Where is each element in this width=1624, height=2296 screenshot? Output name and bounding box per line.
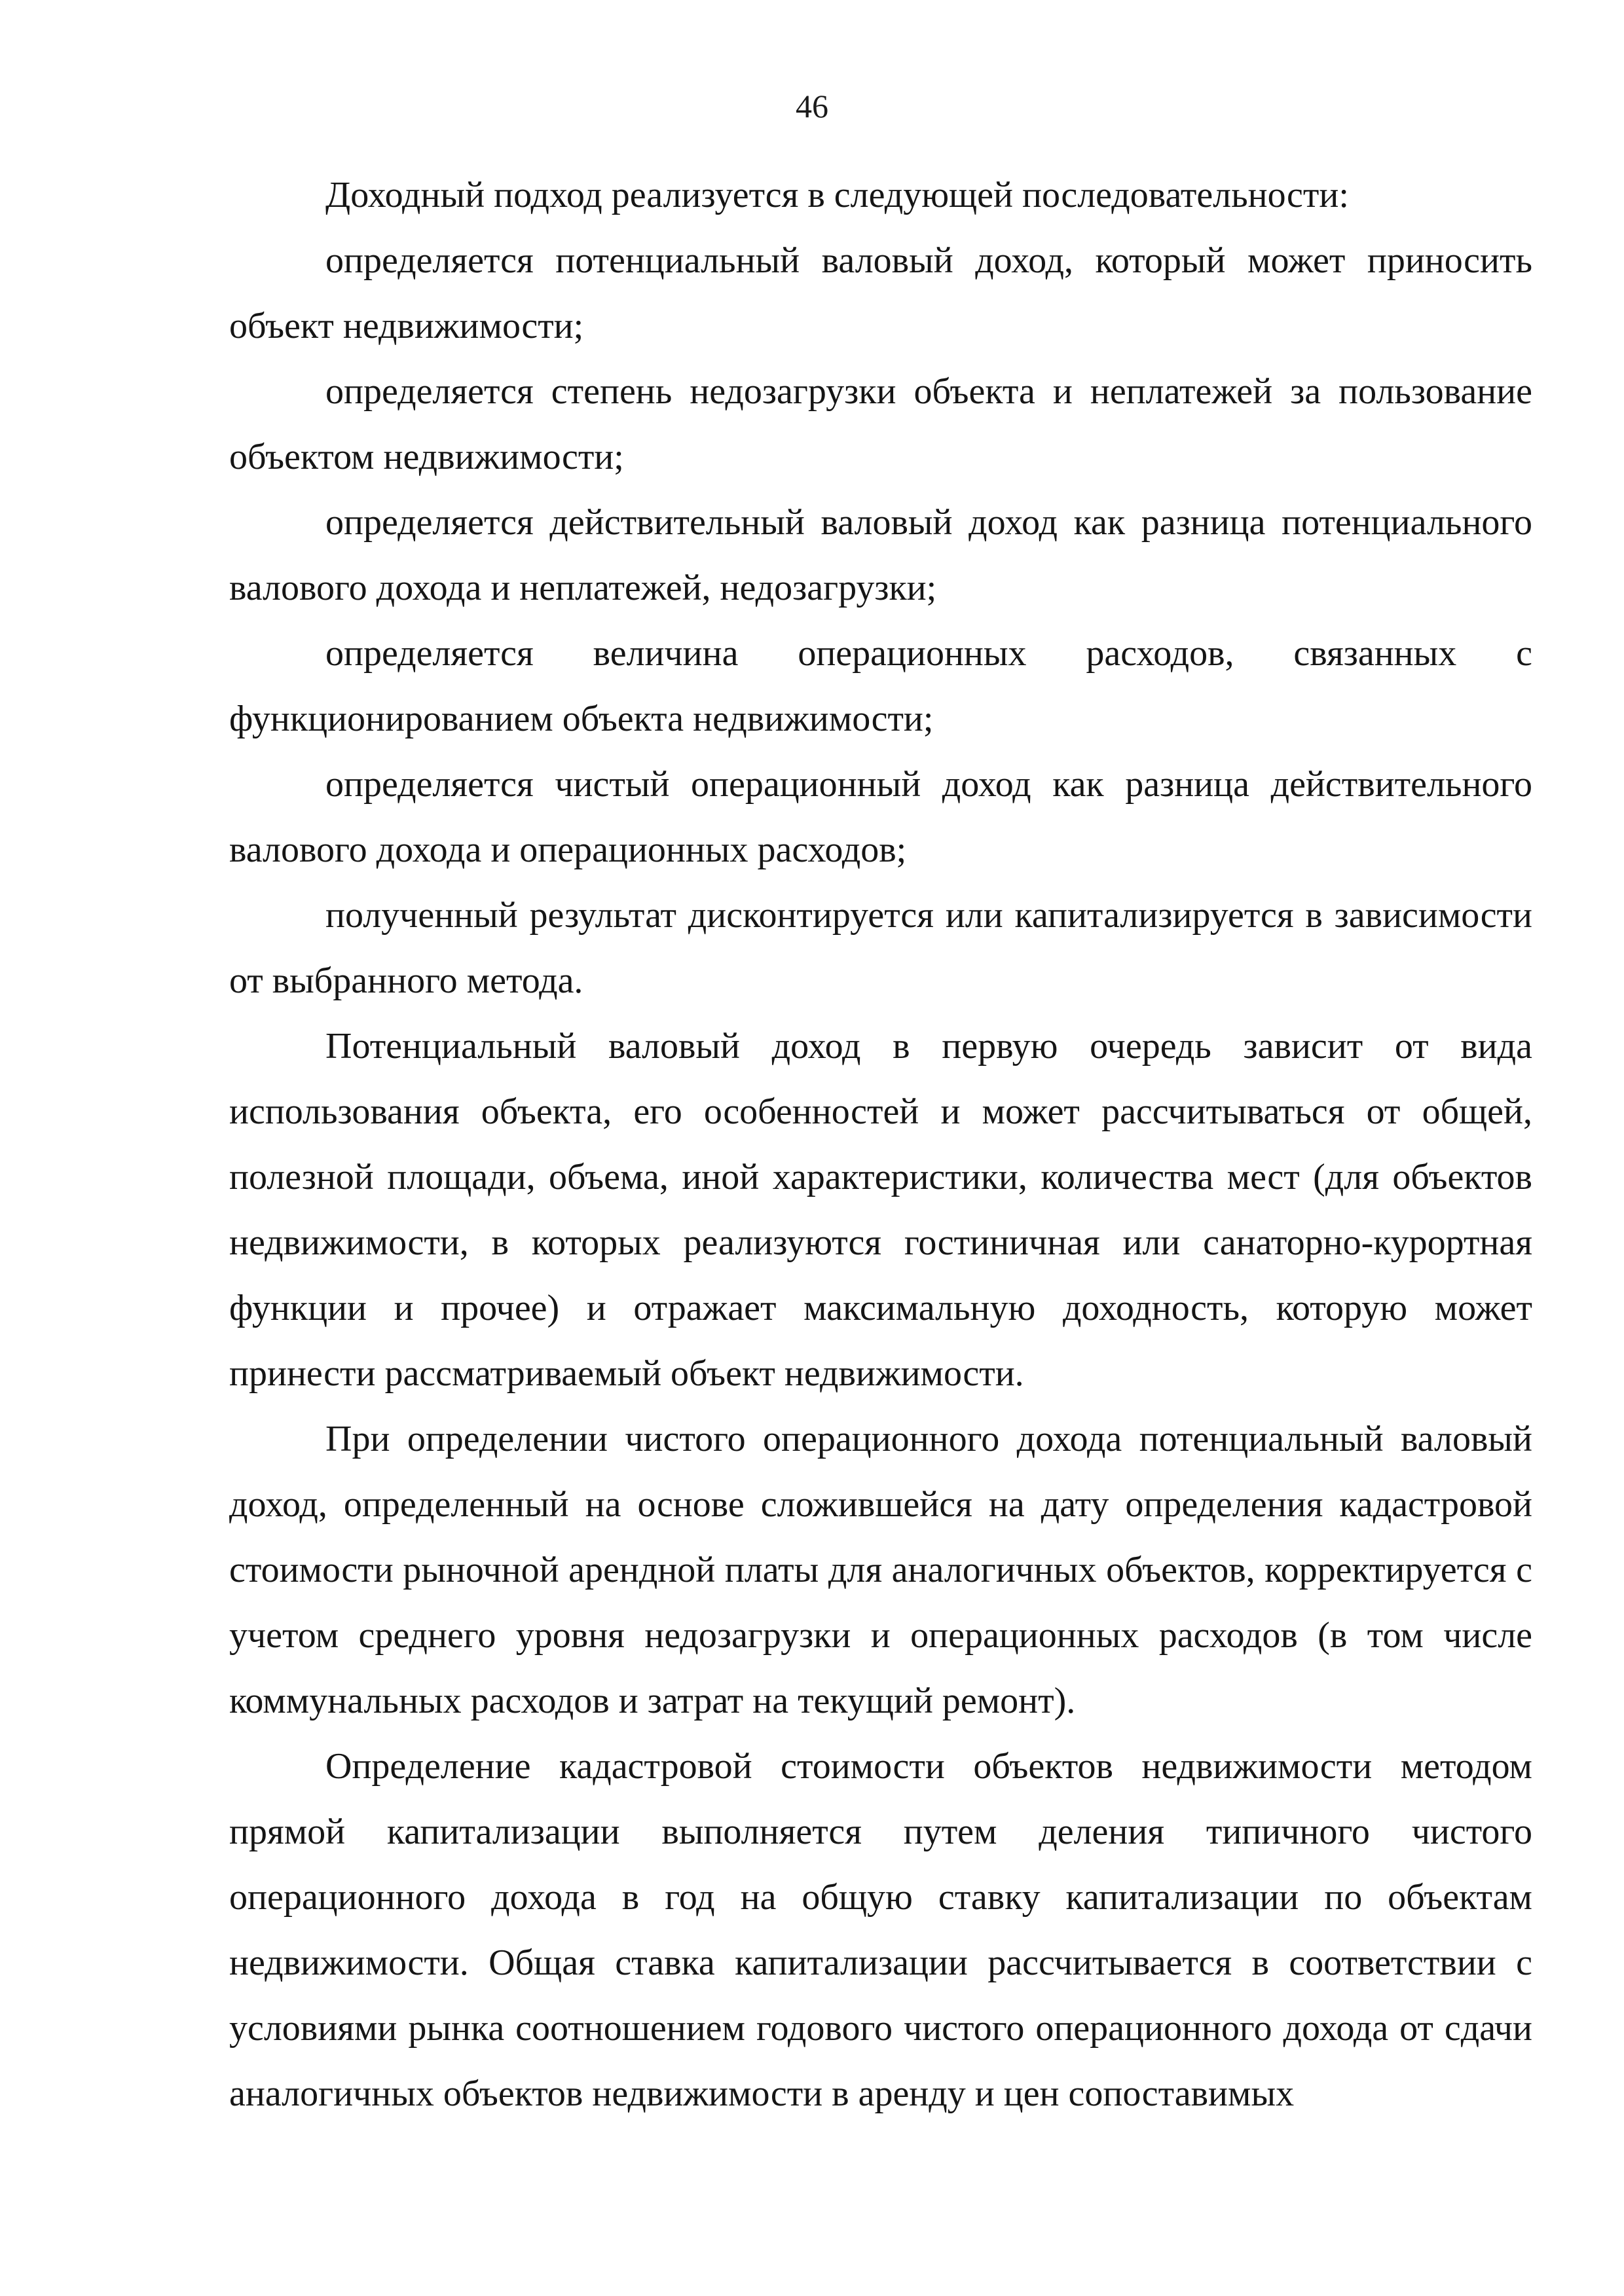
paragraph-net-operating-income: При определении чистого операционного дохода потенциальный валовый доход, определенный на основе сложившейся на дату определения кадастровой стоимости рыночной арендной платы для аналогичных объектов, корректируется с учетом среднего уровня недозагрузки и операционных расходов (в том числе коммунальных расходов и затрат на текущий ремонт). (229, 1419, 1532, 1721)
page-number: 46 (796, 88, 828, 124)
paragraph-step-operating-expenses: определяется величина операционных расходов, связанных с функционированием объекта недвижимости; (229, 633, 1532, 739)
body-text (229, 162, 1532, 2126)
paragraph-step-vacancy: определяется степень недозагрузки объекта и неплатежей за пользование объектом недвижимости; (229, 371, 1532, 477)
paragraph-direct-capitalization: Определение кадастровой стоимости объектов недвижимости методом прямой капитализации выполняется путем деления типичного чистого операционного дохода в год на общую ставку капитализации по объектам недвижимости. Общая ставка капитализации рассчитывается в соответствии с условиями рынка соотношением годового чистого операционного дохода от сдачи аналогичных объектов недвижимости в аренду и цен сопоставимых (229, 1746, 1532, 2114)
paragraph-step-capitalization: полученный результат дисконтируется или капитализируется в зависимости от выбранного метода. (229, 895, 1532, 1001)
paragraph-step-potential-income: определяется потенциальный валовый доход, который может приносить объект недвижимости; (229, 240, 1532, 346)
paragraph-step-effective-income: определяется действительный валовый доход как разница потенциального валового дохода и неплатежей, недозагрузки; (229, 502, 1532, 608)
paragraph-step-net-operating-income: определяется чистый операционный доход как разница действительного валового дохода и операционных расходов; (229, 764, 1532, 870)
paragraph-potential-gross-income: Потенциальный валовый доход в первую очередь зависит от вида использования объекта, его особенностей и может рассчитываться от общей, полезной площади, объема, иной характеристики, количества мест (для объектов недвижимости, в которых реализуются гостиничная или санаторно-курортная функции и прочее) и отражает максимальную доходность, которую может принести рассматриваемый объект недвижимости. (229, 1026, 1532, 1394)
paragraph-intro: Доходный подход реализуется в следующей последовательности: (325, 175, 1349, 215)
